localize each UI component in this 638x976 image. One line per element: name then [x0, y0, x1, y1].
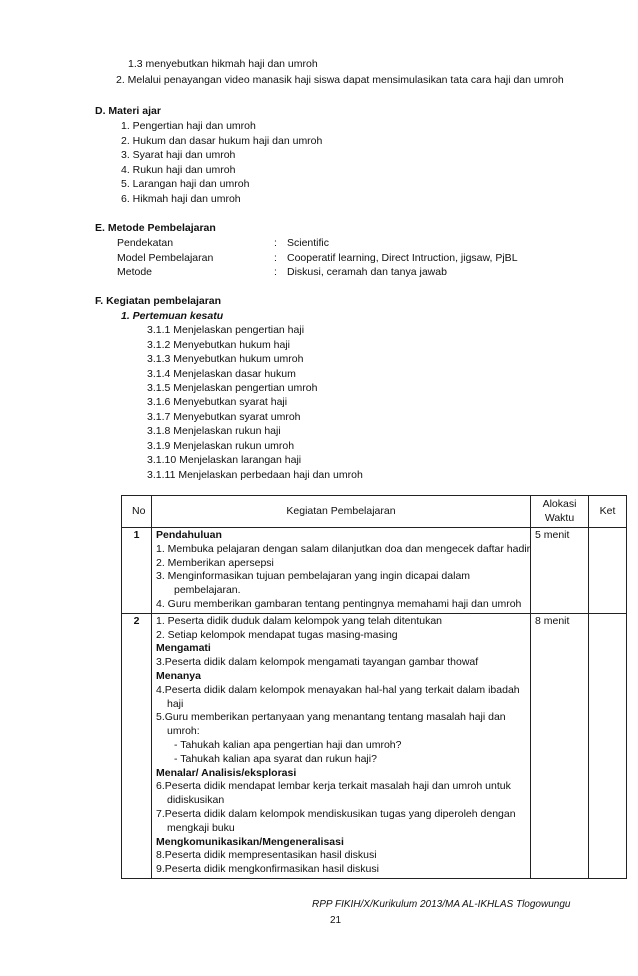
indikator-item: 3.1.9 Menjelaskan rukun umroh [147, 440, 295, 452]
kegiatan-table [121, 495, 627, 879]
table-row [122, 613, 627, 878]
activity-line: 7.Peserta didik dalam kelompok mendiskusikan tugas yang diperoleh dengan [156, 807, 516, 820]
metode-separator: : [274, 266, 277, 278]
activity-line: 6.Peserta didik mendapat lembar kerja terkait masalah haji dan umroh untuk [156, 780, 511, 793]
table-header-row [122, 496, 627, 528]
row-time: 8 menit [531, 613, 589, 878]
objective-1-3: 1.3 menyebutkan hikmah haji dan umroh [128, 58, 318, 70]
activity-line: 9.Peserta didik mengkonfirmasikan hasil diskusi [156, 863, 379, 876]
activity-line: 3.Peserta didik dalam kelompok mengamati tayangan gambar thowaf [156, 656, 479, 669]
materi-item: 6. Hikmah haji dan umroh [121, 193, 241, 205]
indikator-item: 3.1.6 Menyebutkan syarat haji [147, 396, 288, 408]
header-no: No [122, 496, 152, 528]
materi-item: 5. Larangan haji dan umroh [121, 178, 250, 190]
phase-heading-mengkomunikasikan: Mengkomunikasikan/Mengeneralisasi [156, 835, 344, 848]
activity-line: haji [167, 697, 184, 710]
activity-line: 1. Peserta didik duduk dalam kelompok yang telah ditentukan [156, 614, 443, 627]
metode-separator: : [274, 252, 277, 264]
indikator-item: 3.1.8 Menjelaskan rukun haji [147, 425, 281, 437]
materi-item: 2. Hukum dan dasar hukum haji dan umroh [121, 135, 323, 147]
indikator-item: 3.1.4 Menjelaskan dasar hukum [147, 368, 296, 380]
indikator-item: 3.1.1 Menjelaskan pengertian haji [147, 324, 305, 336]
row-ket [589, 528, 627, 614]
metode-value: Diskusi, ceramah dan tanya jawab [287, 266, 447, 278]
metode-label: Metode [117, 266, 153, 278]
header-alokasi-line1: Alokasi [542, 497, 577, 510]
metode-value: Scientific [287, 237, 330, 249]
header-ket: Ket [589, 496, 627, 528]
indikator-item: 3.1.7 Menyebutkan syarat umroh [147, 411, 301, 423]
row-time: 5 menit [531, 528, 589, 614]
phase-heading-mengamati: Mengamati [156, 642, 211, 655]
row-ket [589, 613, 627, 878]
pertemuan-heading: 1. Pertemuan kesatu [121, 310, 224, 322]
activity-line: 3. Menginformasikan tujuan pembelajaran yang ingin dicapai dalam [156, 570, 471, 583]
indikator-item: 3.1.3 Menyebutkan hukum umroh [147, 353, 304, 365]
phase-heading-menanya: Menanya [156, 669, 201, 682]
activity-line: umroh: [167, 725, 200, 738]
metode-value: Cooperatif learning, Direct Intruction, jigsaw, PjBL [287, 252, 518, 264]
indikator-item: 3.1.10 Menjelaskan larangan haji [147, 454, 302, 466]
header-alokasi [531, 496, 589, 528]
activity-line: 1. Membuka pelajaran dengan salam dilanjutkan doa dan mengecek daftar hadir [156, 542, 531, 555]
page-footer: RPP FIKIH/X/Kurikulum 2013/MA AL-IKHLAS Tlogowungu [312, 899, 571, 910]
materi-item: 4. Rukun haji dan umroh [121, 164, 236, 176]
activity-line: 5.Guru memberikan pertanyaan yang menantang tentang masalah haji dan [156, 711, 506, 724]
indikator-item: 3.1.11 Menjelaskan perbedaan haji dan umroh [147, 469, 363, 481]
indikator-item: 3.1.5 Menjelaskan pengertian umroh [147, 382, 318, 394]
row-no: 2 [122, 613, 152, 878]
section-f-heading: F. Kegiatan pembelajaran [95, 295, 222, 307]
page-number: 21 [330, 915, 342, 926]
activity-line: 2. Setiap kelompok mendapat tugas masing-masing [156, 628, 398, 641]
section-e-heading: E. Metode Pembelajaran [95, 222, 216, 234]
metode-label: Pendekatan [117, 237, 174, 249]
row-no: 1 [122, 528, 152, 614]
phase-heading-menalar: Menalar/ Analisis/eksplorasi [156, 766, 297, 779]
indikator-item: 3.1.2 Menyebutkan hukum haji [147, 339, 291, 351]
activity-line: mengkaji buku [167, 821, 235, 834]
table-row [122, 528, 627, 614]
metode-separator: : [274, 237, 277, 249]
row-title-pendahuluan: Pendahuluan [156, 529, 222, 541]
header-kegiatan: Kegiatan Pembelajaran [152, 496, 531, 528]
question-line: - Tahukah kalian apa pengertian haji dan umroh? [174, 738, 402, 751]
activity-line: 4.Peserta didik dalam kelompok menayakan hal-hal yang terkait dalam ibadah [156, 683, 520, 696]
question-line: - Tahukah kalian apa syarat dan rukun haji? [174, 752, 377, 765]
row-kegiatan [152, 613, 531, 878]
activity-line: pembelajaran. [174, 584, 241, 597]
materi-item: 1. Pengertian haji dan umroh [121, 120, 256, 132]
activity-line: didiskusikan [167, 794, 225, 807]
metode-label: Model Pembelajaran [117, 252, 214, 264]
section-d-heading: D. Materi ajar [95, 105, 161, 117]
row-kegiatan [152, 528, 531, 614]
header-alokasi-line2: Waktu [544, 511, 575, 524]
objective-2: 2. Melalui penayangan video manasik haji siswa dapat mensimulasikan tata cara haji dan umroh [116, 74, 564, 86]
activity-line: 4. Guru memberikan gambaran tentang pentingnya memahami haji dan umroh [156, 597, 522, 610]
activity-line: 2. Memberikan apersepsi [156, 556, 274, 569]
materi-item: 3. Syarat haji dan umroh [121, 149, 236, 161]
activity-line: 8.Peserta didik mempresentasikan hasil diskusi [156, 849, 377, 862]
